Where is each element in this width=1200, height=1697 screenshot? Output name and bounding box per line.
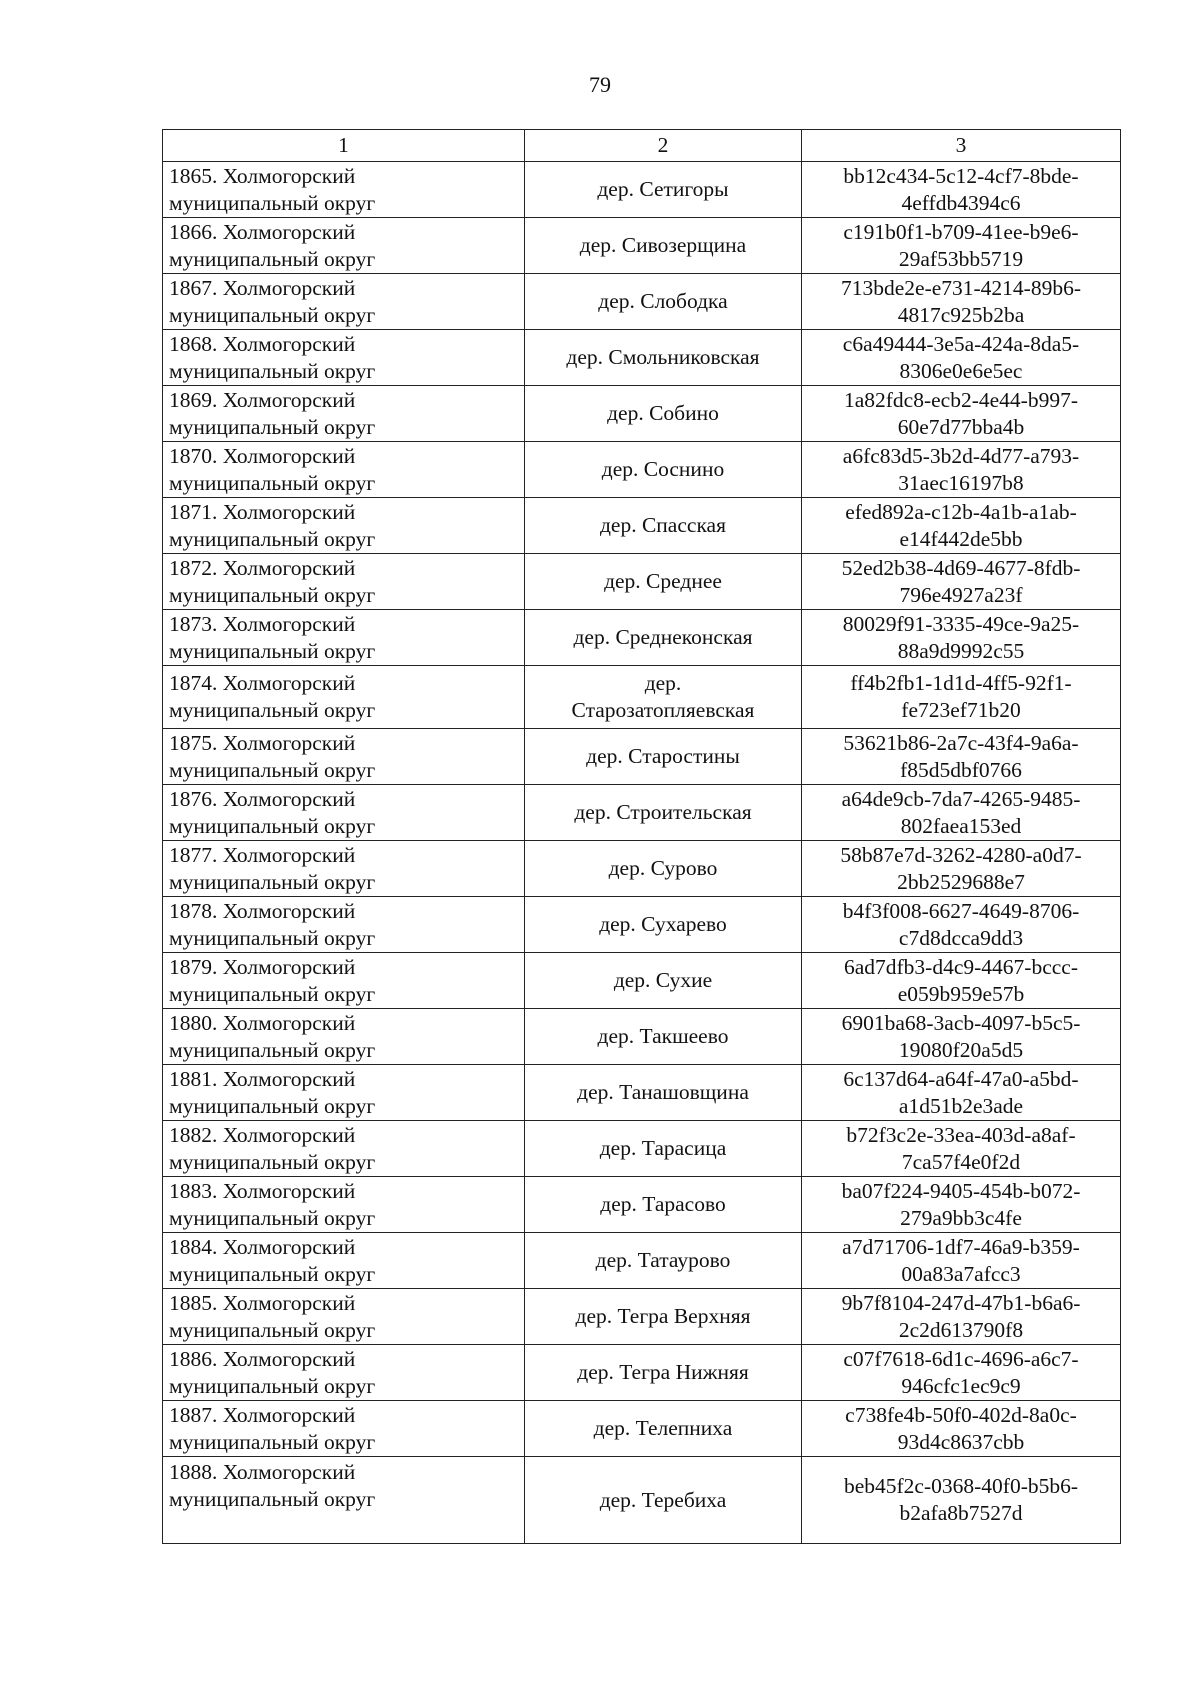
settlement-name-cell: [525, 1401, 802, 1457]
fias-code-cell: [802, 1289, 1121, 1345]
settlement-name-line-1: дер. Строительская: [574, 800, 752, 824]
fias-code-cell: [802, 897, 1121, 953]
municipality-line-2: муниципальный округ: [169, 638, 376, 663]
table-row: [163, 1345, 1121, 1401]
municipality-cell: [163, 1065, 525, 1121]
municipality-line-1: 1871. Холмогорский: [169, 499, 356, 524]
municipality-line-1: 1876. Холмогорский: [169, 786, 356, 811]
fias-code-line-1: 1a82fdc8-ecb2-4e44-b997-: [843, 387, 1078, 412]
table-row: [163, 274, 1121, 330]
fias-code-line-1: b72f3c2e-33ea-403d-a8af-: [846, 1122, 1076, 1147]
settlement-name-cell: [525, 1177, 802, 1233]
fias-code-line-2: 2bb2529688e7: [897, 869, 1025, 894]
fias-code-line-2: 00a83a7afcc3: [901, 1261, 1021, 1286]
settlement-name-cell: [525, 666, 802, 729]
table-row: [163, 841, 1121, 897]
municipality-line-2: муниципальный округ: [169, 981, 376, 1006]
fias-code-line-1: 9b7f8104-247d-47b1-b6a6-: [841, 1290, 1081, 1315]
municipality-line-2: муниципальный округ: [169, 414, 376, 439]
municipality-line-1: 1866. Холмогорский: [169, 219, 356, 244]
municipality-cell: [163, 218, 525, 274]
settlement-name-line-1: дер. Сивозерщина: [579, 233, 747, 257]
table-row: [163, 554, 1121, 610]
fias-code-cell: [802, 386, 1121, 442]
page-number: 79: [589, 72, 611, 97]
fias-code-line-1: 80029f91-3335-49ce-9a25-: [842, 611, 1080, 636]
municipality-cell: [163, 897, 525, 953]
table-row: [163, 1065, 1121, 1121]
fias-code-cell: [802, 729, 1121, 785]
municipality-line-2: муниципальный округ: [169, 1093, 376, 1118]
municipality-line-1: 1885. Холмогорский: [169, 1290, 356, 1315]
municipality-cell: [163, 442, 525, 498]
municipality-line-2: муниципальный округ: [169, 246, 376, 271]
fias-code-line-1: c07f7618-6d1c-4696-a6c7-: [843, 1346, 1079, 1371]
fias-code-line-1: 53621b86-2a7c-43f4-9a6a-: [843, 730, 1079, 755]
fias-code-line-2: c7d8dcca9dd3: [898, 925, 1024, 950]
fias-code-line-2: 279a9bb3c4fe: [900, 1205, 1022, 1230]
municipality-line-2: муниципальный округ: [169, 757, 376, 782]
fias-code-line-1: efed892a-c12b-4a1b-a1ab-: [845, 499, 1077, 524]
settlement-name-line-1: дер. Соснино: [601, 457, 725, 481]
fias-code-line-1: ff4b2fb1-1d1d-4ff5-92f1-: [850, 671, 1072, 695]
municipality-cell: [163, 1121, 525, 1177]
settlement-name-line-1: дер. Слободка: [598, 289, 728, 313]
settlement-name-line-1: дер. Сухарево: [599, 912, 727, 936]
municipality-cell: [163, 1177, 525, 1233]
settlement-name-line-1: дер. Тарасово: [600, 1192, 726, 1216]
table-row: [163, 1457, 1121, 1544]
municipality-line-2: муниципальный округ: [169, 582, 376, 607]
fias-code-cell: [802, 1345, 1121, 1401]
settlement-name-line-1: дер. Тегра Нижняя: [577, 1360, 749, 1384]
settlement-name-line-1: дер. Сухие: [613, 968, 713, 992]
fias-code-line-2: 796e4927a23f: [899, 582, 1023, 607]
fias-code-line-2: 802faea153ed: [900, 813, 1022, 838]
municipality-line-2: муниципальный округ: [169, 470, 376, 495]
fias-code-cell: [802, 1233, 1121, 1289]
municipality-line-1: 1888. Холмогорский: [169, 1460, 356, 1484]
municipality-line-2: муниципальный округ: [169, 302, 376, 327]
fias-code-cell: [802, 841, 1121, 897]
column-header-3: 3: [802, 130, 1121, 162]
fias-code-cell: [802, 498, 1121, 554]
municipality-line-1: 1877. Холмогорский: [169, 842, 356, 867]
fias-code-cell: [802, 1177, 1121, 1233]
municipality-line-2: муниципальный округ: [169, 1487, 376, 1511]
settlement-name-line-1: дер. Сурово: [608, 856, 718, 880]
table-row: [163, 729, 1121, 785]
settlement-name-line-1: дер. Смольниковская: [566, 345, 760, 369]
municipality-cell: [163, 1345, 525, 1401]
settlement-name-cell: [525, 953, 802, 1009]
settlement-name-cell: [525, 498, 802, 554]
fias-code-line-2: 946cfc1ec9c9: [901, 1373, 1021, 1398]
municipality-line-2: муниципальный округ: [169, 1037, 376, 1062]
fias-code-line-1: c191b0f1-b709-41ee-b9e6-: [843, 219, 1079, 244]
fias-code-line-2: 88a9d9992c55: [897, 638, 1025, 663]
table-row: [163, 1177, 1121, 1233]
fias-code-line-1: 6ad7dfb3-d4c9-4467-bccc-: [843, 954, 1078, 979]
municipality-line-2: муниципальный округ: [169, 1373, 376, 1398]
table-header-row: [163, 130, 1121, 162]
municipality-line-1: 1887. Холмогорский: [169, 1402, 356, 1427]
settlement-name-cell: [525, 1065, 802, 1121]
fias-code-line-1: 6c137d64-a64f-47a0-a5bd-: [843, 1066, 1079, 1091]
municipality-line-1: 1882. Холмогорский: [169, 1122, 356, 1147]
fias-code-line-1: 52ed2b38-4d69-4677-8fdb-: [841, 555, 1081, 580]
fias-code-line-1: bb12c434-5c12-4cf7-8bde-: [843, 163, 1079, 188]
table-row: [163, 1289, 1121, 1345]
settlement-name-line-1: дер. Татаурово: [595, 1248, 731, 1272]
settlement-name-line-1: дер. Спасская: [599, 513, 726, 537]
table-row: [163, 442, 1121, 498]
settlement-name-line-1: дер. Такшеево: [597, 1024, 729, 1048]
municipality-line-2: муниципальный округ: [169, 526, 376, 551]
fias-code-cell: [802, 162, 1121, 218]
municipality-line-2: муниципальный округ: [169, 1261, 376, 1286]
municipality-line-1: 1870. Холмогорский: [169, 443, 356, 468]
settlement-name-cell: [525, 386, 802, 442]
table-row: [163, 1121, 1121, 1177]
fias-code-line-2: 8306e0e6e5ec: [899, 358, 1023, 383]
fias-code-line-2: 29af53bb5719: [898, 246, 1024, 271]
fias-code-line-2: e059b959e57b: [897, 981, 1025, 1006]
settlement-name-cell: [525, 785, 802, 841]
fias-code-cell: [802, 1401, 1121, 1457]
table-row: [163, 666, 1121, 729]
municipality-cell: [163, 953, 525, 1009]
municipality-cell: [163, 386, 525, 442]
settlement-name-line-1: дер.: [644, 671, 682, 695]
municipality-cell: [163, 498, 525, 554]
municipality-line-2: муниципальный округ: [169, 869, 376, 894]
municipality-line-2: муниципальный округ: [169, 190, 376, 215]
settlement-name-line-1: дер. Тегра Верхняя: [575, 1304, 751, 1328]
column-header-2: 2: [525, 130, 802, 162]
municipality-line-1: 1869. Холмогорский: [169, 387, 356, 412]
settlement-name-cell: [525, 610, 802, 666]
municipality-line-1: 1874. Холмогорский: [169, 671, 356, 695]
municipality-line-1: 1873. Холмогорский: [169, 611, 356, 636]
municipality-cell: [163, 274, 525, 330]
settlement-name-cell: [525, 218, 802, 274]
settlement-name-line-2: Старозатопляевская: [571, 698, 755, 722]
fias-code-line-2: e14f442de5bb: [899, 526, 1023, 551]
table-row: [163, 330, 1121, 386]
table-body: [163, 162, 1121, 1544]
table-row: [163, 953, 1121, 1009]
municipality-cell: [163, 785, 525, 841]
fias-code-cell: [802, 274, 1121, 330]
table-row: [163, 218, 1121, 274]
municipality-line-1: 1867. Холмогорский: [169, 275, 356, 300]
table-row: [163, 785, 1121, 841]
fias-code-line-2: 2c2d613790f8: [898, 1317, 1024, 1342]
settlement-name-cell: [525, 554, 802, 610]
table-row: [163, 897, 1121, 953]
fias-code-line-2: 4effdb4394c6: [901, 190, 1021, 215]
fias-code-line-2: 93d4c8637cbb: [897, 1429, 1025, 1454]
fias-code-line-1: 713bde2e-e731-4214-89b6-: [840, 275, 1082, 300]
fias-code-cell: [802, 218, 1121, 274]
fias-code-line-1: 6901ba68-3acb-4097-b5c5-: [841, 1010, 1081, 1035]
settlement-name-cell: [525, 729, 802, 785]
municipality-line-2: муниципальный округ: [169, 925, 376, 950]
fias-code-line-1: beb45f2c-0368-40f0-b5b6-: [843, 1474, 1079, 1498]
municipality-cell: [163, 1457, 525, 1544]
municipality-cell: [163, 666, 525, 729]
fias-code-cell: [802, 554, 1121, 610]
settlement-name-cell: [525, 1289, 802, 1345]
fias-code-cell: [802, 666, 1121, 729]
fias-code-line-2: a1d51b2e3ade: [898, 1093, 1024, 1118]
fias-code-cell: [802, 330, 1121, 386]
municipality-cell: [163, 610, 525, 666]
municipality-cell: [163, 554, 525, 610]
settlement-name-cell: [525, 1233, 802, 1289]
settlement-name-cell: [525, 162, 802, 218]
fias-code-line-2: b2afa8b7527d: [899, 1501, 1023, 1525]
municipality-line-1: 1865. Холмогорский: [169, 163, 356, 188]
municipality-cell: [163, 1233, 525, 1289]
municipality-line-2: муниципальный округ: [169, 698, 376, 722]
fias-code-line-1: a64de9cb-7da7-4265-9485-: [841, 786, 1081, 811]
fias-code-line-1: c6a49444-3e5a-424a-8da5-: [842, 331, 1080, 356]
settlement-table: [162, 129, 1121, 1544]
settlement-name-cell: [525, 1009, 802, 1065]
fias-code-line-2: 60e7d77bba4b: [897, 414, 1025, 439]
fias-code-line-2: fe723ef71b20: [901, 698, 1021, 722]
fias-code-cell: [802, 785, 1121, 841]
municipality-line-1: 1872. Холмогорский: [169, 555, 356, 580]
fias-code-line-2: 7ca57f4e0f2d: [901, 1149, 1021, 1174]
settlement-name-line-1: дер. Среднее: [604, 569, 722, 593]
municipality-line-1: 1881. Холмогорский: [169, 1066, 356, 1091]
settlement-name-line-1: дер. Старостины: [586, 744, 740, 768]
fias-code-line-2: 4817c925b2ba: [897, 302, 1025, 327]
fias-code-cell: [802, 1457, 1121, 1544]
municipality-line-2: муниципальный округ: [169, 1205, 376, 1230]
settlement-name-line-1: дер. Телепниха: [593, 1416, 733, 1440]
municipality-line-1: 1886. Холмогорский: [169, 1346, 356, 1371]
table-row: [163, 1233, 1121, 1289]
settlement-name-cell: [525, 841, 802, 897]
settlement-name-cell: [525, 330, 802, 386]
municipality-cell: [163, 162, 525, 218]
fias-code-cell: [802, 610, 1121, 666]
settlement-name-line-1: дер. Среднеконская: [573, 625, 753, 649]
settlement-name-line-1: дер. Сетигоры: [597, 177, 729, 201]
municipality-cell: [163, 1401, 525, 1457]
settlement-name-line-1: дер. Собино: [607, 401, 719, 425]
fias-code-cell: [802, 1009, 1121, 1065]
municipality-line-2: муниципальный округ: [169, 813, 376, 838]
fias-code-line-2: f85d5dbf0766: [900, 757, 1022, 782]
fias-code-line-1: a7d71706-1df7-46a9-b359-: [842, 1234, 1080, 1259]
settlement-name-line-1: дер. Тарасица: [599, 1136, 727, 1160]
municipality-cell: [163, 729, 525, 785]
settlement-name-cell: [525, 1345, 802, 1401]
municipality-line-1: 1883. Холмогорский: [169, 1178, 356, 1203]
table-row: [163, 386, 1121, 442]
municipality-line-1: 1880. Холмогорский: [169, 1010, 356, 1035]
fias-code-cell: [802, 953, 1121, 1009]
municipality-line-1: 1884. Холмогорский: [169, 1234, 356, 1259]
fias-code-line-1: ba07f224-9405-454b-b072-: [841, 1178, 1081, 1203]
municipality-cell: [163, 1289, 525, 1345]
table-row: [163, 498, 1121, 554]
municipality-line-1: 1875. Холмогорский: [169, 730, 356, 755]
municipality-line-1: 1879. Холмогорский: [169, 954, 356, 979]
fias-code-cell: [802, 1121, 1121, 1177]
municipality-line-1: 1868. Холмогорский: [169, 331, 356, 356]
table-row: [163, 1009, 1121, 1065]
column-header-1: 1: [163, 130, 525, 162]
municipality-cell: [163, 841, 525, 897]
municipality-line-2: муниципальный округ: [169, 1429, 376, 1454]
settlement-name-cell: [525, 442, 802, 498]
settlement-name-cell: [525, 274, 802, 330]
fias-code-cell: [802, 1065, 1121, 1121]
table-row: [163, 162, 1121, 218]
fias-code-line-1: a6fc83d5-3b2d-4d77-a793-: [842, 443, 1080, 468]
municipality-line-1: 1878. Холмогорский: [169, 898, 356, 923]
fias-code-line-1: 58b87e7d-3262-4280-a0d7-: [840, 842, 1082, 867]
table-row: [163, 1401, 1121, 1457]
fias-code-line-2: 19080f20a5d5: [898, 1037, 1024, 1062]
fias-code-cell: [802, 442, 1121, 498]
settlement-name-line-1: дер. Танашовщина: [577, 1080, 749, 1104]
municipality-cell: [163, 330, 525, 386]
fias-code-line-1: c738fe4b-50f0-402d-8a0c-: [845, 1402, 1077, 1427]
fias-code-line-2: 31aec16197b8: [898, 470, 1024, 495]
municipality-line-2: муниципальный округ: [169, 1317, 376, 1342]
settlement-name-cell: [525, 1121, 802, 1177]
table-row: [163, 610, 1121, 666]
settlement-name-line-1: дер. Теребиха: [599, 1487, 727, 1512]
municipality-cell: [163, 1009, 525, 1065]
municipality-line-2: муниципальный округ: [169, 1149, 376, 1174]
settlement-name-cell: [525, 1457, 802, 1544]
fias-code-line-1: b4f3f008-6627-4649-8706-: [842, 898, 1080, 923]
settlement-name-cell: [525, 897, 802, 953]
municipality-line-2: муниципальный округ: [169, 358, 376, 383]
